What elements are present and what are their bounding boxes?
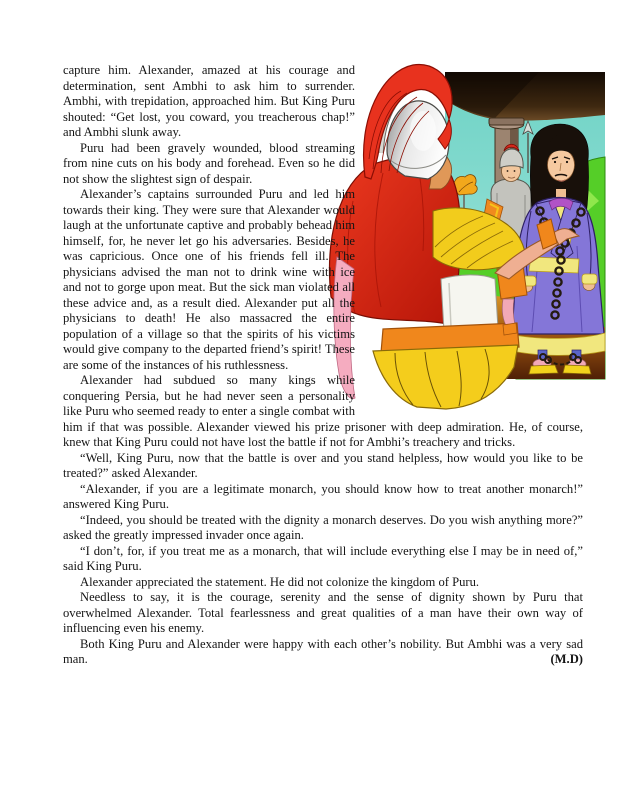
paragraph-text: Both King Puru and Alexander were happy with each other’s nobility. But Ambhi was a very sad man. xyxy=(63,636,583,666)
story-illustration xyxy=(367,61,605,415)
puru-sandal-right xyxy=(563,365,591,374)
paragraph: Alexander’s captains surrounded Puru and led him towards their king. They were sure that Alexander would laugh at the unfortunate captive and probably behead him himself, for, he never let go his adversaries. Besides, he was capricious. Once one of his friends fell ill. The physicians advised the man not to drink wine with ice and not to gorge upon meat. But the sick man violated all these advice and, as a result died. Alexander put all the physicians to death! He also massacred the entire population of a village so that the spirits of his victims would give company to the departed friend’s spirit! These are some of the instances of his ruthlessness. xyxy=(63,187,355,372)
alexander-puru-illustration xyxy=(325,61,605,429)
paragraph: “Well, King Puru, now that the battle is over and you stand helpless, how would you like to be treated?” asked Alexander. xyxy=(63,450,583,480)
paragraph: Needless to say, it is the courage, serenity and the sense of dignity shown by Puru that overwhelmed Alexander. Total fearlessness and great qualities of a man have their own way of influencing even his enemy. xyxy=(63,590,583,635)
paragraph: “Indeed, you should be treated with the dignity a monarch deserves. Do you wish anything more?” asked the greatly impressed invader once again. xyxy=(63,512,583,542)
paragraph: “Alexander, if you are a legitimate monarch, you should know how to treat another monarch!” answered King Puru. xyxy=(63,481,583,511)
paragraph: Alexander appreciated the statement. He did not colonize the kingdom of Puru. xyxy=(80,574,480,589)
puru-waist-band xyxy=(529,257,579,273)
puru-sandal-left xyxy=(529,365,558,374)
story-text-block xyxy=(63,63,583,668)
paragraph: capture him. Alexander, amazed at his courage and determination, sent Ambhi to ask him to surrender. Ambhi, with trepidation, approached him. But King Puru shouted: “Get lost, you coward, you treacherous chap!” and Ambhi slunk away. xyxy=(63,63,355,139)
paragraph: Alexander had subdued so many kings while conquering Persia, but he had never seen a personality like Puru who seemed ready to enter a single combat with him if that was possible. Alexander viewed his prize prisoner with deep admiration. He, of course, knew that King Puru could not have lost the battle if not for Ambhi’s treachery and tricks. xyxy=(63,373,583,449)
paragraph xyxy=(63,637,583,668)
author-credit: (M.D) xyxy=(550,652,583,666)
paragraph: “I don’t, for, if you treat me as a monarch, that will include everything else I may be in need of,” said King Puru. xyxy=(63,543,583,573)
paragraph: Puru had been gravely wounded, blood streaming from nine cuts on his body and forehead. Even so he did not show the slightest sign of despair. xyxy=(63,140,355,186)
